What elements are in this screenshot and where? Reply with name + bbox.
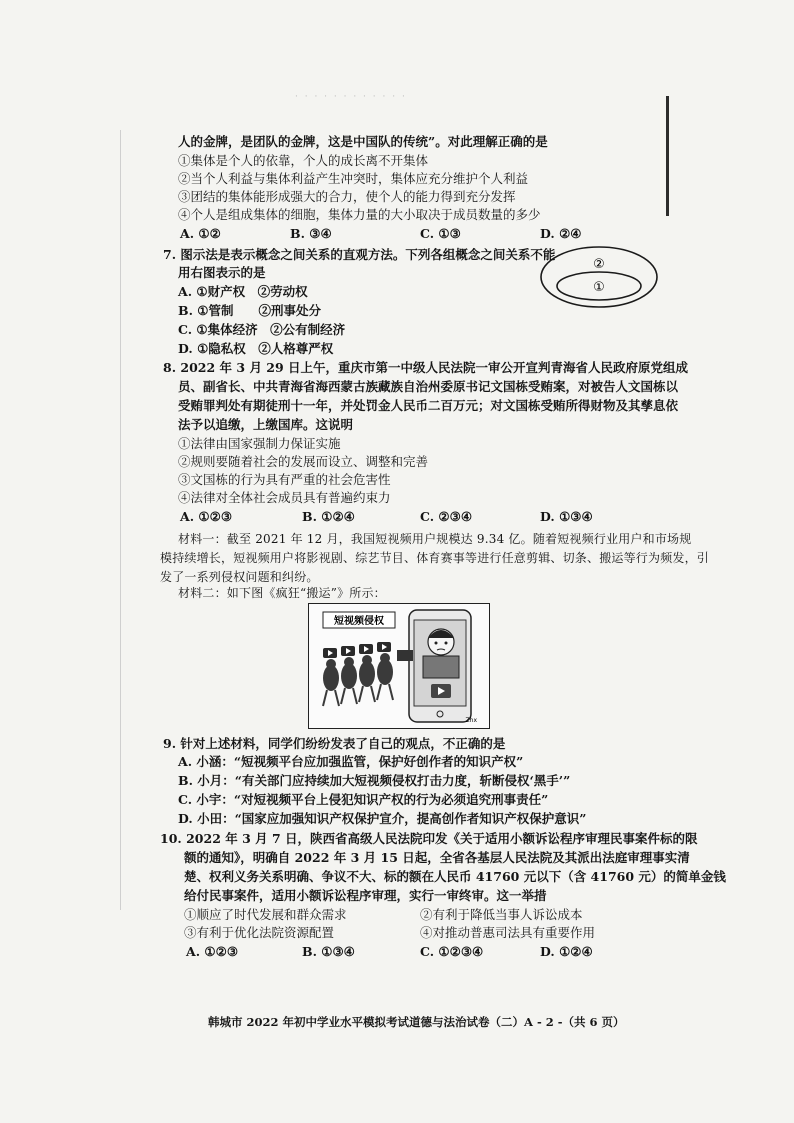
q9-option-d[interactable]: D. 小田：“国家应加强知识产权保护宣介，提高创作者知识产权保护意识” bbox=[178, 811, 587, 826]
concept-diagram bbox=[538, 244, 660, 310]
q6-option-b[interactable]: B. ③④ bbox=[290, 226, 332, 241]
q8-stem: 员、副省长、中共青海省海西蒙古族藏族自治州委原书记文国栋受贿案，对被告人文国栋以 bbox=[178, 379, 679, 394]
q10-option-a[interactable]: A. ①②③ bbox=[186, 944, 239, 959]
q10-option-b[interactable]: B. ①③④ bbox=[302, 944, 355, 959]
q10-statement: ④对推动普惠司法具有重要作用 bbox=[420, 925, 596, 940]
q8-option-c[interactable]: C. ②③④ bbox=[420, 509, 473, 524]
q6-statement: ①集体是个人的依靠，个人的成长离不开集体 bbox=[178, 153, 429, 168]
material-one: 模持续增长，短视频用户将影视剧、综艺节目、体育赛事等进行任意剪辑、切条、搬运等行为频发，引 bbox=[160, 551, 710, 565]
q6-option-c[interactable]: C. ①③ bbox=[420, 226, 461, 241]
q10-statement: ②有利于降低当事人诉讼成本 bbox=[420, 907, 583, 922]
cartoon-image bbox=[308, 603, 490, 729]
inner-label: ① bbox=[593, 280, 605, 295]
q8-stem: 8. 2022 年 3 月 29 日上午，重庆市第一中级人民法院一审公开宣判青海省人民政府原党组成 bbox=[163, 360, 689, 375]
outer-ellipse bbox=[541, 247, 657, 307]
cartoon-signature: Zhx bbox=[465, 717, 477, 724]
q6-option-d[interactable]: D. ②④ bbox=[540, 226, 582, 241]
q8-option-d[interactable]: D. ①③④ bbox=[540, 509, 593, 524]
camera-icon bbox=[397, 650, 413, 661]
q10-stem: 楚、权利义务关系明确、争议不大、标的额在人民币 41760 元以下（含 41760 元）的简单金钱 bbox=[184, 869, 726, 884]
q7-option-d[interactable]: D. ①隐私权 ②人格尊严权 bbox=[178, 341, 334, 356]
q8-option-b[interactable]: B. ①②④ bbox=[302, 509, 355, 524]
q6-statement: ④个人是组成集体的细胞，集体力量的大小取决于成员数量的多少 bbox=[178, 207, 541, 222]
q9-option-b[interactable]: B. 小月：“有关部门应持续加大短视频侵权打击力度，斩断侵权‘黑手’” bbox=[178, 773, 571, 788]
q6-statement: ③团结的集体能形成强大的合力，使个人的能力得到充分发挥 bbox=[178, 189, 516, 204]
q10-option-d[interactable]: D. ①②④ bbox=[540, 944, 593, 959]
q9-stem: 9. 针对上述材料，同学们纷纷发表了自己的观点，不正确的是 bbox=[163, 736, 506, 751]
q6-statement: ②当个人利益与集体利益产生冲突时，集体应充分维护个人利益 bbox=[178, 171, 529, 186]
q10-statement: ③有利于优化法院资源配置 bbox=[184, 925, 335, 940]
page-footer: 韩城市 2022 年初中学业水平模拟考试道德与法治试卷（二）A - 2 -（共 6 页） bbox=[208, 1015, 625, 1029]
q6-stem: 人的金牌，是团队的金牌，这是中国队的传统”。对此理解正确的是 bbox=[178, 134, 548, 149]
q10-stem: 给付民事案件，适用小额诉讼程序审理，实行一审终审。这一举措 bbox=[184, 888, 547, 903]
q7-option-c[interactable]: C. ①集体经济 ②公有制经济 bbox=[178, 322, 346, 337]
q8-stem: 受贿罪判处有期徒刑十一年，并处罚金人民币二百万元；对文国栋受贿所得财物及其孳息依 bbox=[178, 398, 679, 413]
q8-stem: 法予以追缴，上缴国库。这说明 bbox=[178, 417, 354, 432]
cartoon-sign-text: 短视频侵权 bbox=[334, 616, 384, 627]
q8-statement: ①法律由国家强制力保证实施 bbox=[178, 436, 341, 451]
material-two: 材料二：如下图《疯狂“搬运”》所示： bbox=[178, 586, 386, 600]
q10-stem: 10. 2022 年 3 月 7 日，陕西省高级人民法院印发《关于适用小额诉讼程序审理民事案件标的限 bbox=[160, 831, 698, 846]
q7-stem: 7. 图示法是表示概念之间关系的直观方法。下列各组概念之间关系不能 bbox=[163, 247, 556, 262]
person-body bbox=[423, 656, 459, 678]
cartoon-drawing bbox=[309, 604, 489, 728]
q8-option-a[interactable]: A. ①②③ bbox=[180, 509, 233, 524]
q9-option-c[interactable]: C. 小宇：“对短视频平台上侵犯知识产权的行为必须追究刑事责任” bbox=[178, 792, 549, 807]
rats-carrying bbox=[323, 653, 393, 691]
q10-statement: ①顺应了时代发展和群众需求 bbox=[184, 907, 347, 922]
q7-option-a[interactable]: A. ①财产权 ②劳动权 bbox=[178, 284, 308, 299]
material-one: 材料一：截至 2021 年 12 月，我国短视频用户规模达 9.34 亿。随着短视频行业用户和市场规 bbox=[178, 532, 692, 546]
q10-stem: 额的通知》，明确自 2022 年 3 月 15 日起，全省各基层人民法院及其派出法庭审理事实清 bbox=[184, 850, 690, 865]
q6-option-a[interactable]: A. ①② bbox=[180, 226, 221, 241]
q8-statement: ③文国栋的行为具有严重的社会危害性 bbox=[178, 472, 391, 487]
q10-option-c[interactable]: C. ①②③④ bbox=[420, 944, 484, 959]
page-edge bbox=[120, 130, 121, 910]
scan-mark bbox=[666, 96, 669, 216]
q7-stem: 用右图表示的是 bbox=[178, 265, 266, 280]
outer-label: ② bbox=[593, 257, 605, 272]
material-one: 发了一系列侵权问题和纠纷。 bbox=[160, 570, 319, 584]
q8-statement: ④法律对全体社会成员具有普遍约束力 bbox=[178, 490, 391, 505]
q7-option-b[interactable]: B. ①管制 ②刑事处分 bbox=[178, 303, 321, 318]
q9-option-a[interactable]: A. 小涵：“短视频平台应加强监管，保护好创作者的知识产权” bbox=[178, 754, 524, 769]
scan-noise: · · · · · · · · · · · · bbox=[295, 92, 407, 102]
q8-statement: ②规则要随着社会的发展而设立、调整和完善 bbox=[178, 454, 429, 469]
